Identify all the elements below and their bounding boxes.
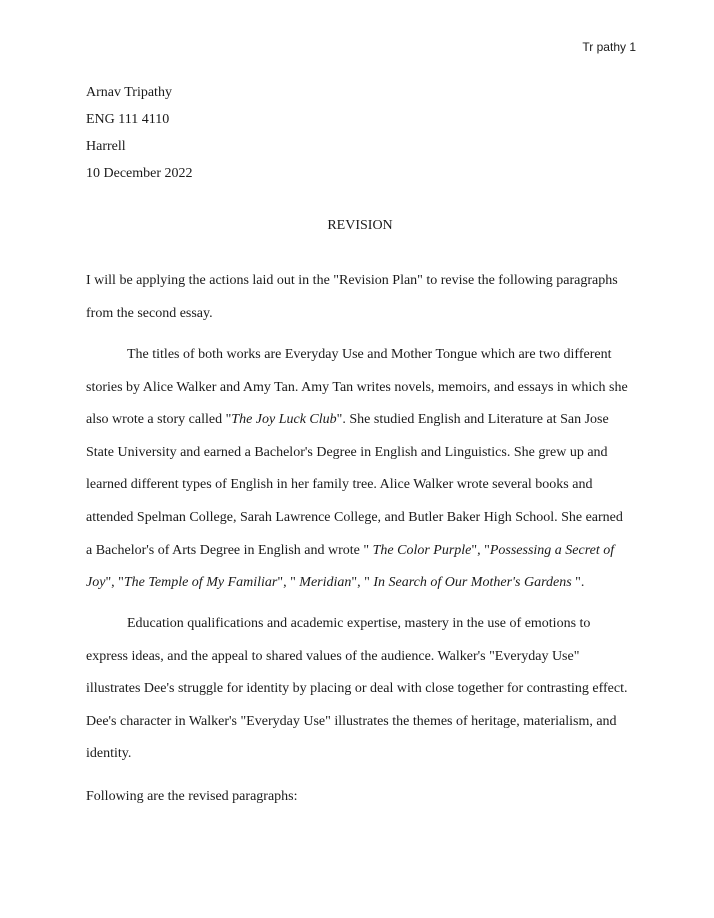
paragraph-line: State University and earned a Bachelor's Degree in English and Linguistics. She grew up and xyxy=(86,444,608,460)
text-run: ", " xyxy=(471,542,490,558)
paragraph-line: illustrates Dee's struggle for identity by placing or deal with close together for contrasting effect. xyxy=(86,681,628,697)
text-run: also wrote a story called " xyxy=(86,412,232,428)
body-paragraph-1 xyxy=(86,339,642,600)
italic-title: In Search of Our Mother's Gardens xyxy=(373,575,572,591)
paragraph-line: stories by Alice Walker and Amy Tan. Amy Tan writes novels, memoirs, and essays in which she xyxy=(86,379,628,395)
paragraph-line: Following are the revised paragraphs: xyxy=(86,789,298,804)
paragraph-line: learned different types of English in her family tree. Alice Walker wrote several books and xyxy=(86,477,593,493)
paragraph-line: Education qualifications and academic expertise, mastery in the use of emotions to xyxy=(127,616,591,631)
document-date: 10 December 2022 xyxy=(86,166,193,181)
body-paragraph-2 xyxy=(86,608,642,771)
mla-heading xyxy=(86,79,642,187)
italic-title: Possessing a Secret of xyxy=(489,542,615,558)
paragraph-line: express ideas, and the appeal to shared values of the audience. Walker's "Everyday Use" xyxy=(86,648,580,664)
paragraph-line: The titles of both works are Everyday Use and Mother Tongue which are two different xyxy=(127,347,612,362)
page-title: REVISION xyxy=(327,218,393,233)
closing-paragraph xyxy=(86,781,642,814)
paragraph-line: attended Spelman College, Sarah Lawrence College, and Butler Baker High School. She earned xyxy=(86,509,623,525)
text-run: a Bachelor's of Arts Degree in English and wrote " xyxy=(86,542,373,558)
paragraph-line: from the second essay. xyxy=(86,305,213,321)
paragraph-line xyxy=(86,404,642,437)
instructor-name: Harrell xyxy=(86,139,126,154)
course-code: ENG 111 4110 xyxy=(86,112,170,127)
text-run: ", " xyxy=(351,575,374,591)
text-run: ", " xyxy=(277,575,300,591)
italic-title: Meridian xyxy=(299,575,352,591)
running-head: Tr pathy 1 xyxy=(582,40,636,54)
author-name: Arnav Tripathy xyxy=(86,85,172,100)
text-run: ". She studied English and Literature at San Jose xyxy=(336,412,609,428)
paragraph-line xyxy=(86,535,642,568)
italic-title: Joy xyxy=(86,575,106,591)
paragraph-line: identity. xyxy=(86,746,132,762)
paragraph-line: Dee's character in Walker's "Everyday Use" illustrates the themes of heritage, materialism, and xyxy=(86,713,617,729)
italic-title: The Temple of My Familiar xyxy=(123,575,278,591)
italic-title: The Color Purple xyxy=(372,542,472,558)
paragraph-line xyxy=(86,567,642,600)
italic-title: The Joy Luck Club xyxy=(231,412,337,428)
text-run: ", " xyxy=(105,575,124,591)
intro-paragraph xyxy=(86,265,642,330)
paragraph-line: I will be applying the actions laid out in the "Revision Plan" to revise the following paragraphs xyxy=(86,273,618,288)
text-run: ". xyxy=(571,575,585,591)
